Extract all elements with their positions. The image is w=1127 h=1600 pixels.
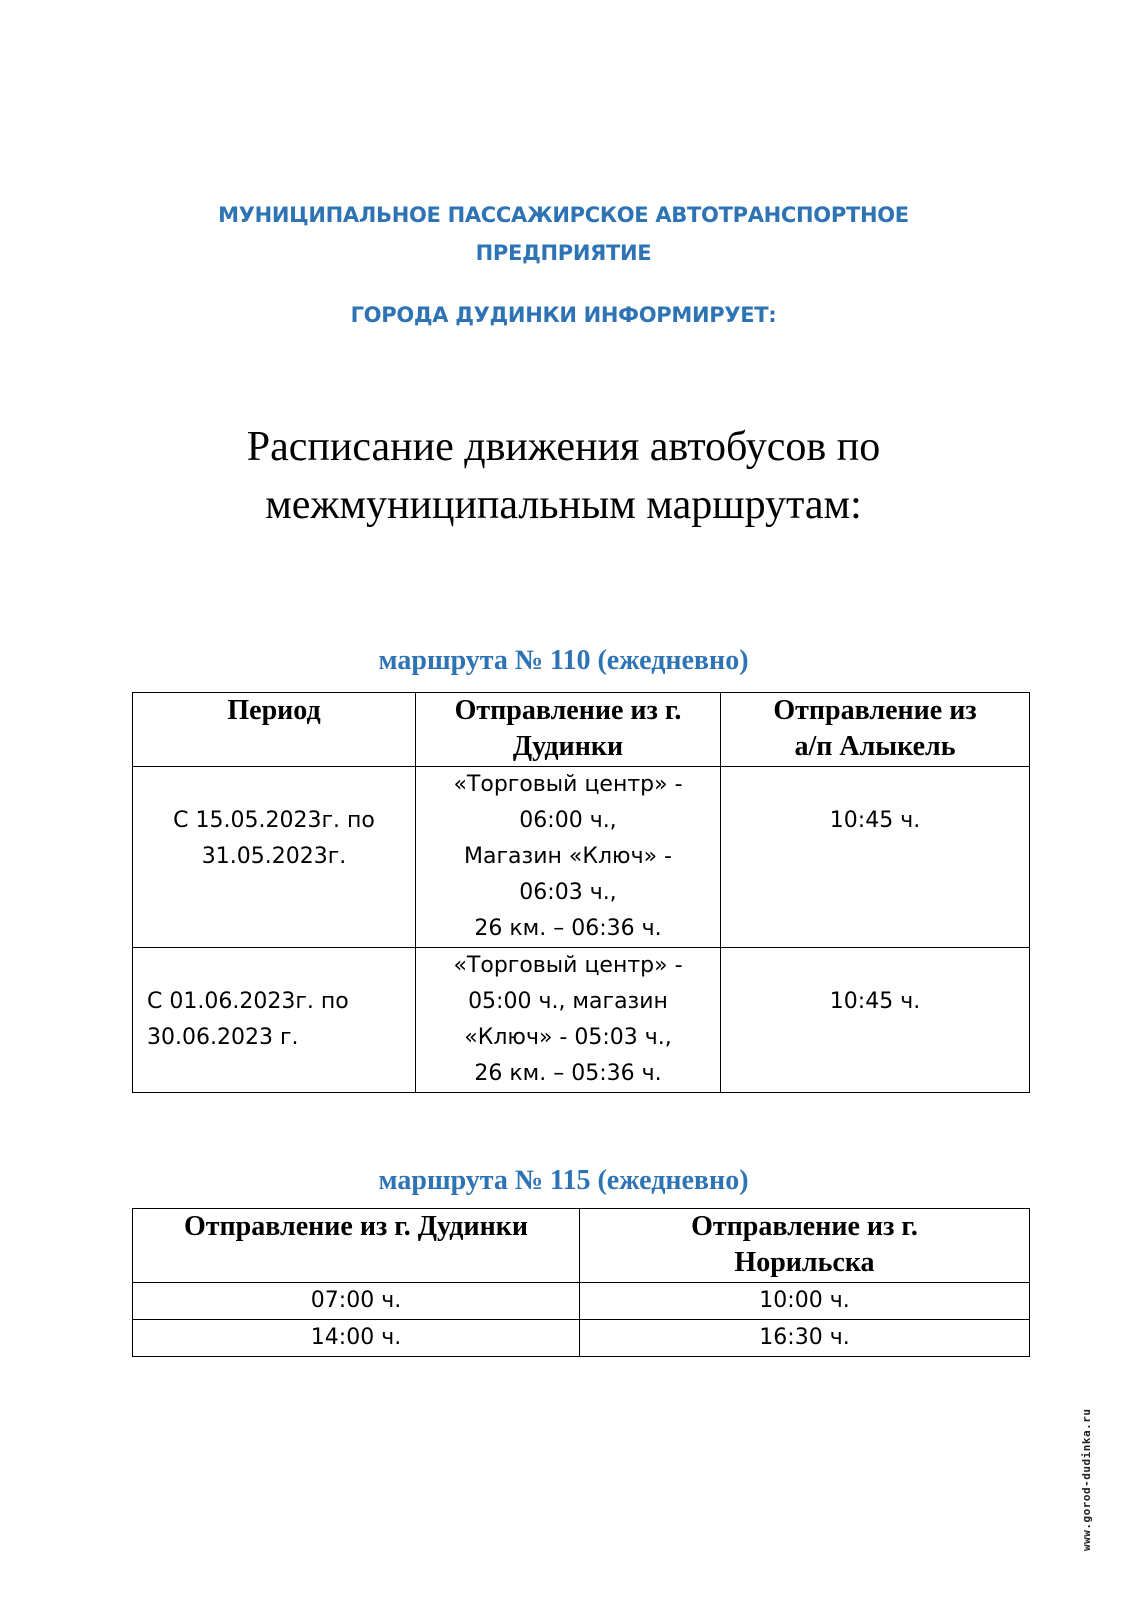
route-110-table bbox=[132, 692, 1030, 1093]
route-115-heading: маршрута № 115 (ежедневно) bbox=[378, 1165, 749, 1196]
title-line-1: Расписание движения автобусов по bbox=[246, 424, 881, 470]
alykel-departure-cell: 10:45 ч. bbox=[721, 948, 1030, 1093]
period-cell: С 01.06.2023г. по 30.06.2023 г. bbox=[133, 948, 416, 1093]
table-row bbox=[133, 1320, 1030, 1357]
dudinka-departure-cell: 07:00 ч. bbox=[133, 1283, 580, 1320]
route-110-heading: маршрута № 110 (ежедневно) bbox=[378, 645, 749, 676]
header-departure-alykel: Отправление из а/п Алыкель bbox=[721, 693, 1030, 767]
table-row bbox=[133, 1283, 1030, 1320]
period-cell: С 15.05.2023г. по 31.05.2023г. bbox=[133, 767, 416, 948]
title-line-2: межмуниципальным маршрутам: bbox=[265, 482, 862, 528]
table-row bbox=[133, 767, 1030, 948]
header-period: Период bbox=[133, 693, 416, 767]
norilsk-departure-cell: 16:30 ч. bbox=[580, 1320, 1030, 1357]
header-line-1: МУНИЦИПАЛЬНОЕ ПАССАЖИРСКОЕ АВТОТРАНСПОРТНОЕ bbox=[218, 203, 909, 227]
header-departure-norilsk: Отправление из г. Норильска bbox=[580, 1209, 1030, 1283]
table-header-row bbox=[133, 1209, 1030, 1283]
header-departure-dudinka: Отправление из г. Дудинки bbox=[416, 693, 721, 767]
table-header-row bbox=[133, 693, 1030, 767]
norilsk-departure-cell: 10:00 ч. bbox=[580, 1283, 1030, 1320]
watermark: www.gorod-dudinka.ru bbox=[1080, 1408, 1093, 1552]
header-line-2: ПРЕДПРИЯТИЕ bbox=[475, 241, 652, 265]
dudinka-departure-cell: 14:00 ч. bbox=[133, 1320, 580, 1357]
route-115-table bbox=[132, 1208, 1030, 1357]
table-row bbox=[133, 948, 1030, 1093]
alykel-departure-cell: 10:45 ч. bbox=[721, 767, 1030, 948]
header-line-3: ГОРОДА ДУДИНКИ ИНФОРМИРУЕТ: bbox=[350, 303, 777, 327]
header-departure-dudinka: Отправление из г. Дудинки bbox=[133, 1209, 580, 1283]
dudinka-departure-cell: «Торговый центр» - 06:00 ч., Магазин «Ключ» - 06:03 ч., 26 км. – 06:36 ч. bbox=[416, 767, 721, 948]
dudinka-departure-cell: «Торговый центр» - 05:00 ч., магазин «Ключ» - 05:03 ч., 26 км. – 05:36 ч. bbox=[416, 948, 721, 1093]
